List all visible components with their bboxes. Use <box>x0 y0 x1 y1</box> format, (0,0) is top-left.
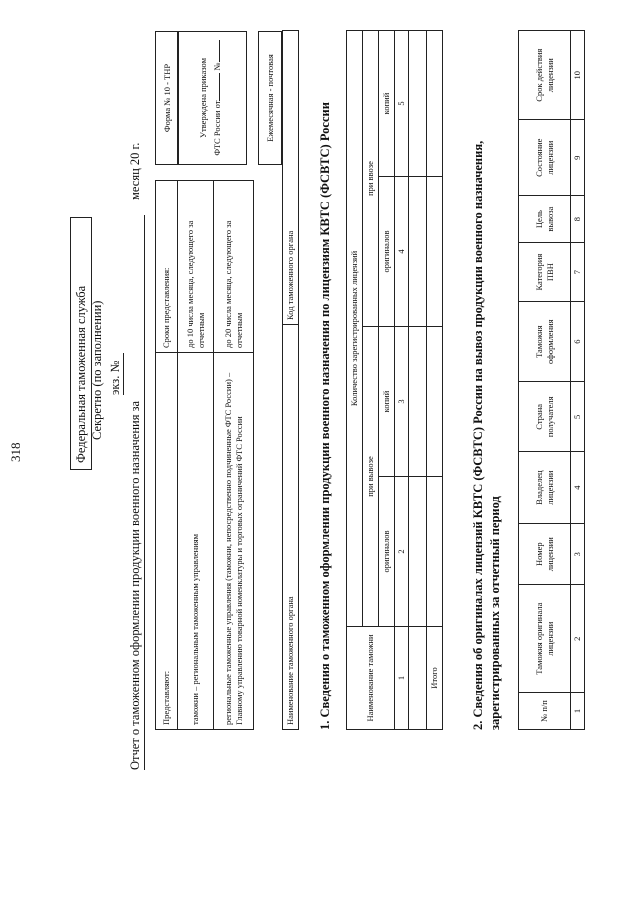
s2-num-5: 5 <box>571 382 585 452</box>
s2-num-8: 8 <box>571 196 585 243</box>
section-2-table <box>518 30 585 730</box>
form-number: Форма № 10 - ТНР <box>162 63 172 133</box>
col-num-5: 5 <box>395 31 409 177</box>
approved-line-2: ФТС России от № <box>212 32 222 164</box>
col-num-4: 4 <box>395 177 409 327</box>
organ-name-label: Наименование таможенного органа <box>283 325 299 730</box>
s2-num-3: 3 <box>571 523 585 584</box>
report-title: Отчет о таможенном оформлении продукции военного назначения за <box>128 400 142 770</box>
frequency: Ежемесячная - почтовая <box>265 54 275 142</box>
export-header: при вывозе <box>363 327 379 627</box>
deadline-row-2: до 20 числа месяца, следующего за отчетным <box>214 181 254 353</box>
month-year: месяц 20 г. <box>128 142 142 200</box>
deadline-row-1: до 10 числа месяца, следующего за отчетным <box>178 181 214 353</box>
import-header: при ввозе <box>363 31 379 327</box>
import-originals-header: оригиналов <box>379 177 395 327</box>
s2-header-3: Номер лицензии <box>519 523 571 584</box>
section-2-title: 2. Сведения об оригиналах лицензий КВТС (ФСВТС) России на вывоз продукции военного назначения, зарегистрированных за отчетный период <box>471 140 502 730</box>
approved-line-1: Утверждена приказом <box>198 57 208 139</box>
col-num-3: 3 <box>395 327 409 477</box>
s2-header-8: Цель вывоза <box>519 196 571 243</box>
section-1-title: 1. Сведения о таможенном оформлении продукции военного назначения по лицензиям КВТС (ФСВТС) России <box>318 102 332 730</box>
s2-num-7: 7 <box>571 243 585 302</box>
s2-num-1: 1 <box>571 693 585 730</box>
s2-header-6: Таможня оформления <box>519 302 571 382</box>
total-label: Итого <box>427 627 443 730</box>
import-copies-header: копий <box>379 31 395 177</box>
report-title-line <box>128 215 145 770</box>
s2-num-2: 2 <box>571 585 585 693</box>
agency-box <box>70 217 92 470</box>
s2-header-5: Страна получателя <box>519 382 571 452</box>
col-num-1: 1 <box>395 627 409 730</box>
s2-header-1: № п/п <box>519 693 571 730</box>
s2-header-10: Срок действия лицензии <box>519 31 571 120</box>
export-copies-header: копий <box>379 327 395 477</box>
section-1-table <box>346 30 443 730</box>
page-number: 318 <box>8 442 23 462</box>
s2-num-6: 6 <box>571 302 585 382</box>
s2-header-2: Таможня оригинала лицензии <box>519 585 571 693</box>
submitter-row-2: региональные таможенные управления (таможни, непосредственно подчиненные ФТС России) – Главному управлению товарной номенклатуры и торговых ограничений ФТС России <box>214 353 254 730</box>
s2-header-7: Категория ПВН <box>519 243 571 302</box>
deadline-col-header: Сроки представления: <box>156 181 178 353</box>
submitters-table <box>155 180 254 730</box>
s2-header-9: Состояние лицензии <box>519 120 571 196</box>
s2-num-4: 4 <box>571 452 585 524</box>
organ-table <box>282 30 299 730</box>
copy-number-label: экз. № <box>108 353 124 395</box>
secrecy-label: Секретно (по заполнении) <box>90 300 104 440</box>
s2-num-10: 10 <box>571 31 585 120</box>
export-originals-header: оригиналов <box>379 477 395 627</box>
approval-box <box>177 31 247 165</box>
s2-num-9: 9 <box>571 120 585 196</box>
form-number-box <box>155 31 179 165</box>
organ-code-label: Код таможенного органа <box>283 31 299 325</box>
frequency-box <box>258 31 282 165</box>
customs-name-header: Наименование таможни <box>347 627 395 730</box>
submitter-row-1: таможни – региональным таможенным управлениям <box>178 353 214 730</box>
s2-header-4: Владелец лицензии <box>519 452 571 524</box>
col-num-2: 2 <box>395 477 409 627</box>
licenses-count-header: Количество зарегистрированных лицензий <box>347 31 363 627</box>
submitters-col-header: Представляют: <box>156 353 178 730</box>
agency-name: Федеральная таможенная служба <box>74 285 88 463</box>
